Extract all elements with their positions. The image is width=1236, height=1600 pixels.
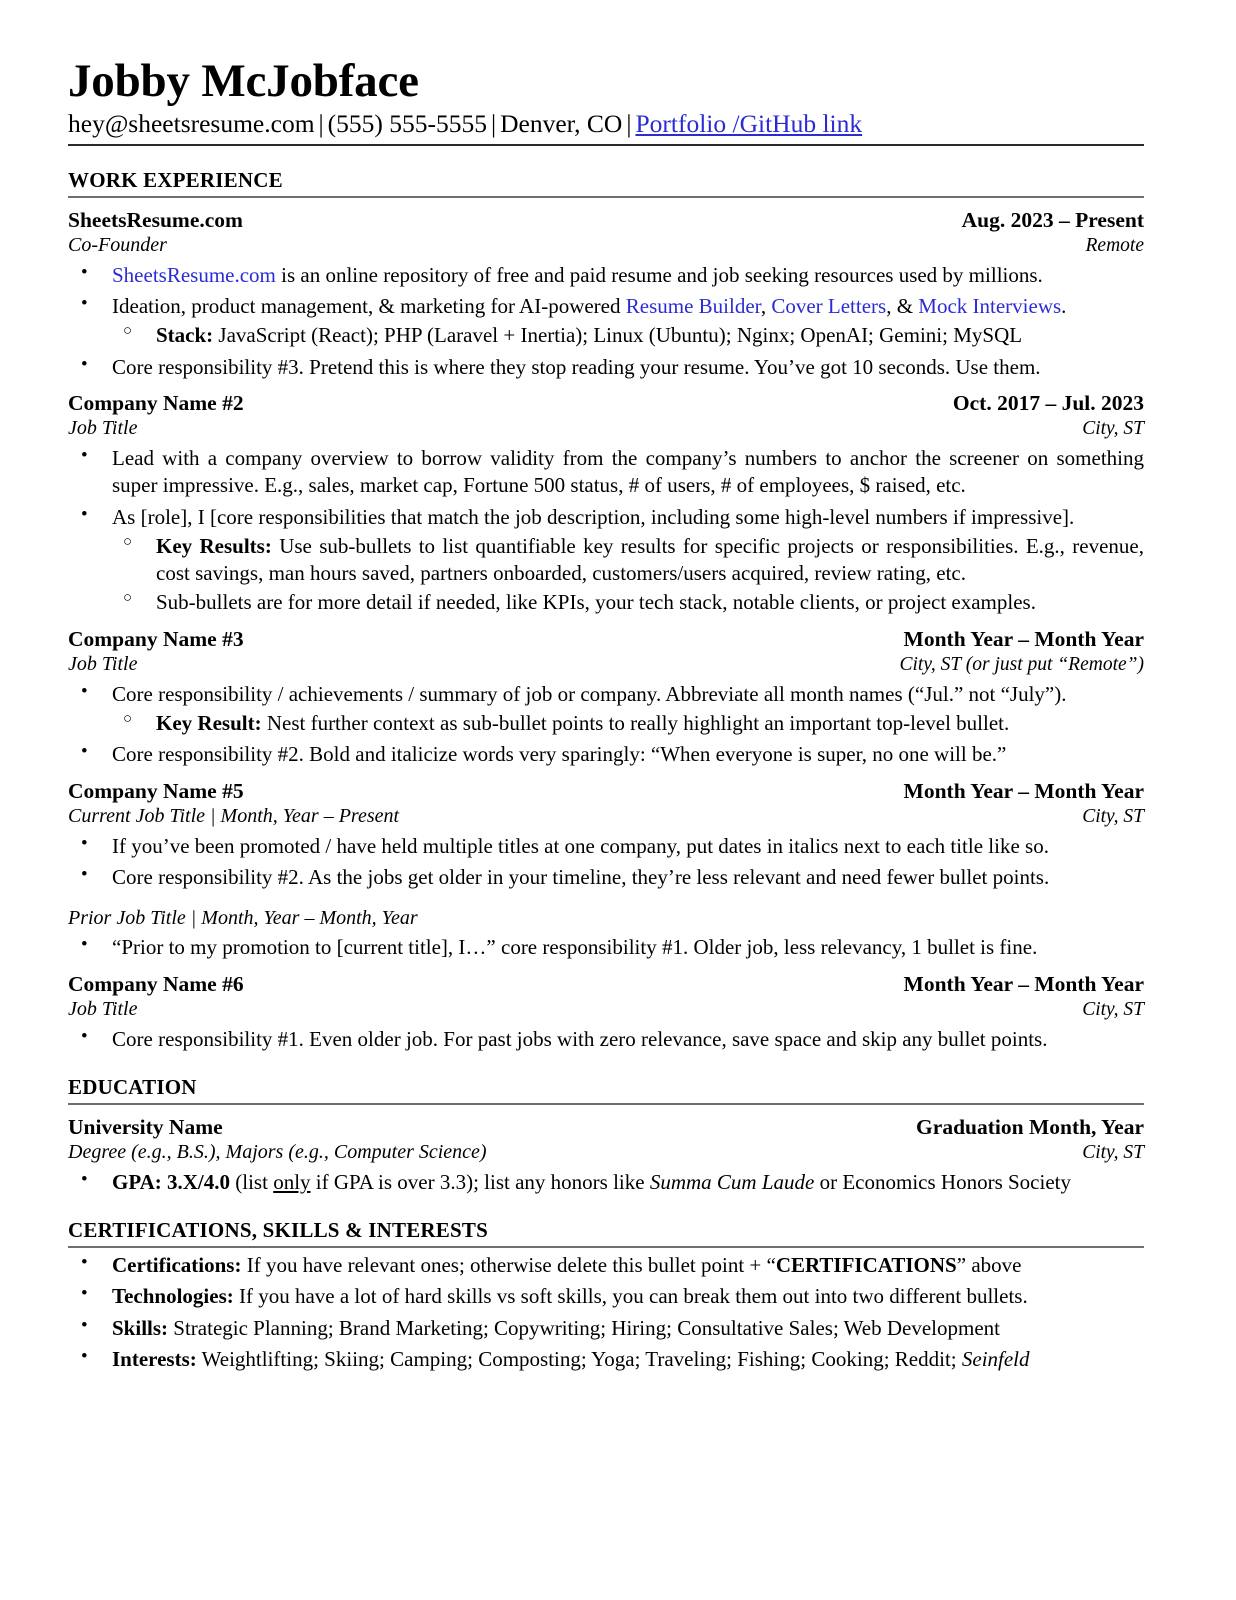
job-title: Co-Founder: [68, 234, 167, 257]
mock-interviews-link[interactable]: Mock Interviews: [918, 294, 1062, 319]
job-bullet-text: As [role], I [core responsibilities that match the job description, including some high-level numbers if impressive].: [112, 504, 1075, 529]
job-bullet-text: .: [1061, 294, 1067, 319]
job-header-row: [68, 390, 1144, 416]
job-subbullet-list: [112, 710, 1144, 737]
job-title: Job Title: [68, 653, 138, 675]
job-header-row: [68, 207, 1144, 233]
job-bullet: • If you’ve been promoted / have held multiple titles at one company, put dates in italics next to each title like so.: [68, 833, 1144, 860]
portfolio-github-link[interactable]: Portfolio /GitHub link: [635, 108, 863, 138]
job-header-row: [68, 778, 1144, 804]
job-location: Remote: [1085, 235, 1144, 257]
job-dates: Aug. 2023 – Present: [961, 207, 1144, 232]
education-entry: [68, 1114, 1144, 1196]
section-heading-work: WORK EXPERIENCE: [68, 168, 1144, 198]
job-subheader-row: [68, 233, 1144, 258]
certifications-strong: CERTIFICATIONS: [775, 1253, 957, 1278]
technologies-bullet: [68, 1283, 1144, 1310]
cover-letters-link[interactable]: Cover Letters: [771, 294, 887, 319]
job-bullet: • Core responsibility #2. Bold and italicize words very sparingly: “When everyone is super, no one will be.”: [68, 741, 1144, 768]
job-location: City, ST: [1082, 998, 1144, 1020]
certifications-text-end: ” above: [956, 1253, 1022, 1278]
job-location: City, ST: [1082, 418, 1144, 440]
job-dates: Month Year – Month Year: [903, 626, 1144, 651]
education-header-row: [68, 1114, 1144, 1140]
job-company: Company Name #3: [68, 626, 244, 651]
subbullet-text: Use sub-bullets to list quantifiable key results for specific projects or responsibilities. E.g., revenue, cost savings, man hours saved, partners onboarded, customers/users acquired, review rating, etc.: [156, 533, 1144, 586]
phone-text: (555) 555-5555: [327, 108, 488, 138]
job-entry-company-6: [68, 971, 1144, 1053]
email-text: hey@sheetsresume.com: [68, 108, 315, 138]
job-entry-company-2: [68, 390, 1144, 617]
job-bullet-text: , &: [886, 294, 919, 319]
job-bullet: • Lead with a company overview to borrow validity from the company’s numbers to anchor the screener on something super impressive. E.g., sales, market cap, Fortune 500 status, # of users, # of employees, $ raised, etc.: [68, 445, 1144, 500]
section-heading-certs: CERTIFICATIONS, SKILLS & INTERESTS: [68, 1218, 1144, 1248]
gpa-text-pre: (list: [230, 1169, 274, 1194]
job-bullet: [68, 293, 1144, 350]
technologies-label: Technologies:: [112, 1284, 234, 1309]
job-dates: Month Year – Month Year: [903, 971, 1144, 996]
job-dates: Month Year – Month Year: [903, 778, 1144, 803]
sheetsresume-inline-link[interactable]: SheetsResume.com: [112, 262, 276, 287]
job-bullet: [68, 262, 1144, 289]
job-title-prior: Prior Job Title | Month, Year – Month, Year: [68, 907, 418, 930]
education-location: City, ST: [1082, 1142, 1144, 1164]
job-subheader-row: [68, 997, 1144, 1022]
subbullet-label: Stack:: [156, 323, 214, 348]
skills-bullet: [68, 1315, 1144, 1342]
certs-bullet-list: [68, 1252, 1144, 1373]
interests-bullet: [68, 1346, 1144, 1373]
job-bullet-text: is an online repository of free and paid resume and job seeking resources used by millions.: [275, 262, 1043, 287]
resume-builder-link[interactable]: Resume Builder: [625, 294, 761, 319]
job-prior-bullet-list: [68, 934, 1144, 961]
job-bullet: • “Prior to my promotion to [current title], I…” core responsibility #1. Older job, less relevancy, 1 bullet is fine.: [68, 934, 1144, 961]
job-bullet-list: [68, 262, 1144, 381]
job-subheader-row: [68, 652, 1144, 677]
degree-major: Degree (e.g., B.S.), Majors (e.g., Computer Science): [68, 1141, 487, 1164]
job-dates: Oct. 2017 – Jul. 2023: [952, 391, 1144, 415]
job-location: City, ST: [1082, 805, 1144, 827]
contact-line: [68, 108, 1144, 146]
candidate-name: Jobby McJobface: [68, 55, 419, 107]
job-bullet-list: [68, 1026, 1144, 1053]
job-bullet: • Core responsibility #3. Pretend this is where they stop reading your resume. You’ve got 10 seconds. Use them.: [68, 354, 1144, 381]
university-name: University Name: [68, 1114, 223, 1139]
certifications-label: Certifications:: [112, 1253, 242, 1278]
job-subheader-row: [68, 804, 1144, 829]
job-bullet: • Core responsibility #1. Even older job. For past jobs with zero relevance, save space and skip any bullet points.: [68, 1026, 1144, 1053]
job-subbullet: [112, 710, 1144, 737]
separator-1: |: [318, 108, 324, 138]
job-subbullet-list: [112, 533, 1144, 617]
gpa-text-mid: if GPA is over 3.3); list any honors like: [310, 1169, 650, 1194]
job-title: Job Title: [68, 997, 138, 1020]
job-bullet-list: [68, 833, 1144, 892]
job-company: Company Name #2: [68, 391, 244, 415]
subbullet-text: Nest further context as sub-bullet points to really highlight an important top-level bullet.: [261, 711, 1010, 736]
location-text: Denver, CO: [500, 108, 623, 138]
interests-text: Weightlifting; Skiing; Camping; Composting; Yoga; Traveling; Fishing; Cooking; Reddit;: [196, 1347, 962, 1372]
job-company: Company Name #6: [68, 971, 244, 996]
resume-header: [68, 55, 1144, 146]
section-heading-education: EDUCATION: [68, 1075, 1144, 1105]
honors-italic: Summa Cum Laude: [649, 1169, 815, 1194]
job-title-current: Current Job Title | Month, Year – Present: [68, 804, 400, 827]
separator-2: |: [491, 108, 497, 138]
certifications-text: If you have relevant ones; otherwise delete this bullet point + “: [241, 1253, 776, 1278]
job-bullet: • Core responsibility #2. As the jobs get older in your timeline, they’re less relevant and need fewer bullet points.: [68, 864, 1144, 891]
graduation-date: Graduation Month, Year: [916, 1114, 1144, 1139]
job-header-row: [68, 626, 1144, 652]
gpa-text-end: or Economics Honors Society: [814, 1169, 1071, 1194]
job-company: Company Name #5: [68, 778, 244, 803]
job-bullet-text: ,: [760, 294, 772, 319]
interests-italic: Seinfeld: [961, 1347, 1030, 1372]
education-subheader-row: [68, 1140, 1144, 1165]
job-bullet-text: Ideation, product management, & marketing for AI-powered: [112, 294, 626, 319]
certifications-bullet: [68, 1252, 1144, 1279]
job-subbullet: ○ Sub-bullets are for more detail if needed, like KPIs, your tech stack, notable clients, or project examples.: [112, 589, 1144, 616]
job-subheader-row: [68, 416, 1144, 441]
job-bullet-list: [68, 681, 1144, 769]
job-bullet-text: Core responsibility / achievements / summary of job or company. Abbreviate all month names (“Jul.” not “July”).: [112, 681, 1067, 706]
subbullet-label: Key Results:: [156, 533, 272, 558]
gpa-only-emphasis: only: [273, 1169, 311, 1194]
gpa-bullet: [68, 1169, 1144, 1196]
skills-text: Strategic Planning; Brand Marketing; Copywriting; Hiring; Consultative Sales; Web Development: [168, 1315, 1001, 1340]
technologies-text: If you have a lot of hard skills vs soft skills, you can break them out into two different bullets.: [233, 1284, 1028, 1309]
interests-label: Interests:: [112, 1347, 197, 1372]
education-bullet-list: [68, 1169, 1144, 1196]
job-subbullet: [112, 322, 1144, 349]
job-header-row: [68, 971, 1144, 997]
job-entry-sheetsresume: [68, 207, 1144, 381]
separator-3: |: [626, 108, 632, 138]
subbullet-text: JavaScript (React); PHP (Laravel + Inertia); Linux (Ubuntu); Nginx; OpenAI; Gemini; MySQL: [213, 323, 1023, 348]
job-entry-company-3: [68, 626, 1144, 769]
gpa-label: GPA: 3.X/4.0: [112, 1169, 231, 1194]
job-subbullet: [112, 533, 1144, 588]
job-location: City, ST (or just put “Remote”): [899, 654, 1144, 675]
job-subbullet-list: [112, 322, 1144, 349]
job-bullet: [68, 504, 1144, 617]
skills-label: Skills:: [112, 1315, 169, 1340]
job-entry-company-5: [68, 778, 1144, 962]
job-bullet: [68, 681, 1144, 738]
job-company: SheetsResume.com: [68, 207, 243, 232]
job-title: Job Title: [68, 417, 138, 440]
job-bullet-list: [68, 445, 1144, 617]
subbullet-label: Key Result:: [156, 711, 262, 736]
